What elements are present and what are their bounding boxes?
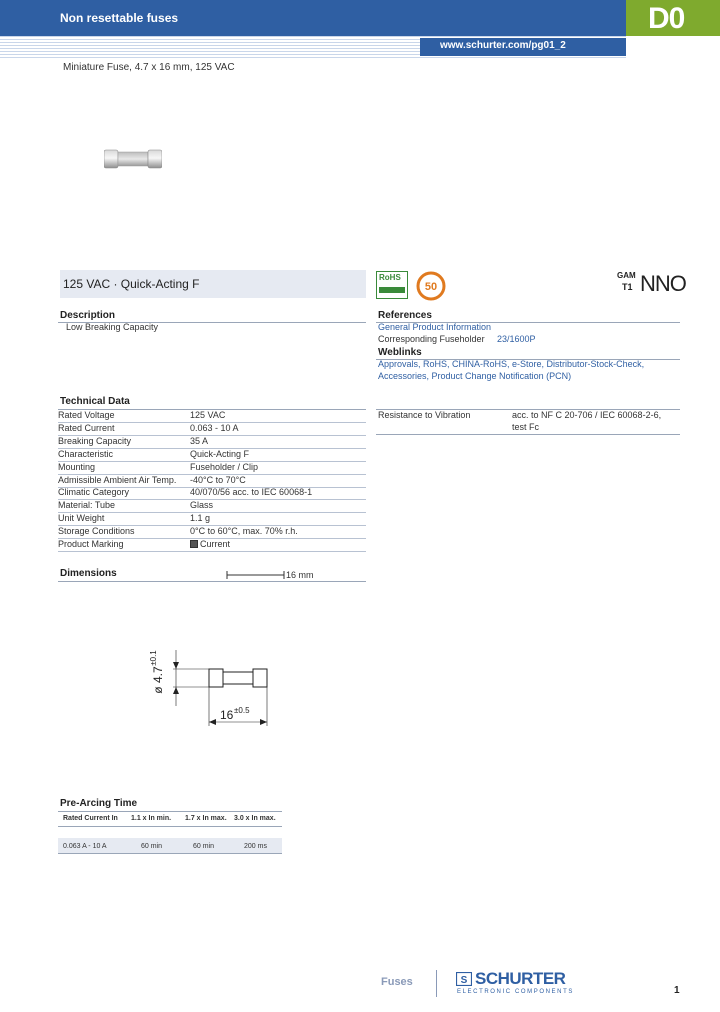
footer-divider	[436, 970, 437, 997]
tech-row-ambient-temp: Admissible Ambient Air Temp. -40°C to 70°C	[58, 475, 366, 488]
svg-text:S: S	[460, 975, 468, 986]
fuseholder-link[interactable]: 23/1600P	[497, 334, 536, 344]
marking-symbol-icon	[190, 540, 198, 548]
header-title: Non resettable fuses	[60, 11, 179, 25]
general-product-info-link[interactable]: General Product Information	[378, 322, 492, 332]
tech-row-storage: Storage Conditions 0°C to 60°C, max. 70% r.h.	[58, 526, 366, 539]
diameter-tolerance: ±0.1	[149, 650, 158, 666]
pre-arcing-header-1-7: 1.7 x In max.	[185, 815, 227, 822]
tech-row-characteristic: Characteristic Quick-Acting F	[58, 449, 366, 462]
product-subtitle: Miniature Fuse, 4.7 x 16 mm, 125 VAC	[63, 62, 235, 73]
pre-arcing-cell-1-1: 60 min	[141, 843, 163, 850]
page-number: 1	[674, 985, 680, 996]
pre-arcing-cell-1-7: 60 min	[193, 843, 215, 850]
dimensions-title: Dimensions	[60, 568, 117, 579]
dimension-drawing	[140, 640, 300, 740]
description-item: Low Breaking Capacity	[66, 322, 159, 332]
tech-row-product-marking: Product Marking Current	[58, 539, 366, 552]
tech-row-rated-current: Rated Current 0.063 - 10 A	[58, 423, 366, 436]
schurter-logo-icon	[456, 972, 472, 986]
header-code: D0	[648, 2, 685, 35]
footer-section: Fuses	[381, 976, 413, 988]
tech-row-mounting: Mounting Fuseholder / Clip	[58, 462, 366, 475]
weblinks-title: Weblinks	[378, 347, 422, 358]
tech-row-rated-voltage: Rated Voltage 125 VAC	[58, 410, 366, 423]
pre-arcing-header-1-1: 1.1 x In min.	[131, 815, 172, 822]
dimensions-rule	[58, 581, 366, 582]
pre-arcing-rule	[58, 811, 282, 812]
vibration-value-1: acc. to NF C 20-706 / IEC 60068-2-6,	[512, 410, 662, 420]
tech-row-breaking-capacity: Breaking Capacity 35 A	[58, 436, 366, 449]
fuse-product-image	[104, 149, 162, 169]
length-label: 16	[220, 708, 234, 722]
pre-arcing-cell-3-0: 200 ms	[244, 843, 267, 850]
weblinks-line-2[interactable]: Accessories, Product Change Notification (PCN)	[378, 371, 572, 381]
pre-arcing-title: Pre-Arcing Time	[60, 798, 138, 809]
scale-bar-label: 16 mm	[286, 570, 314, 580]
vibration-value-2: test Fc	[512, 422, 540, 432]
pre-arcing-header-3-0: 3.0 x In max.	[234, 815, 276, 822]
approval-t1: T1	[622, 282, 633, 292]
length-tolerance: ±0.5	[234, 706, 250, 715]
china-rohs-50-icon	[416, 271, 446, 301]
header-url-link[interactable]: www.schurter.com/pg01_2	[440, 40, 566, 51]
scale-bar-icon	[226, 570, 286, 580]
china-rohs-50-text: 50	[424, 281, 438, 293]
footer-brand: SCHURTER	[475, 969, 566, 988]
fuseholder-label: Corresponding Fuseholder	[378, 334, 485, 344]
diameter-label: ø 4.7	[151, 666, 165, 694]
approval-nno: NNO	[640, 271, 686, 296]
weblinks-line-1[interactable]: Approvals, RoHS, CHINA-RoHS, e-Store, Distributor-Stock-Check,	[378, 359, 645, 369]
pre-arcing-row	[58, 838, 282, 854]
description-title: Description	[60, 310, 116, 321]
pre-arcing-header-row	[58, 813, 282, 827]
pre-arcing-header-current: Rated Current In	[63, 815, 118, 822]
pre-arcing-cell-current: 0.063 A - 10 A	[63, 843, 107, 850]
approval-gam: GAM	[617, 271, 636, 280]
tech-row-climatic-category: Climatic Category 40/070/56 acc. to IEC 60068-1	[58, 487, 366, 500]
rohs-logo-bar	[379, 287, 405, 293]
technical-data-title: Technical Data	[60, 396, 130, 407]
rohs-logo-text: RoHS	[379, 273, 401, 282]
footer-brand-sub: ELECTRONIC COMPONENTS	[457, 989, 574, 995]
tech-row-unit-weight: Unit Weight 1.1 g	[58, 513, 366, 526]
tech-row-material-tube: Material: Tube Glass	[58, 500, 366, 513]
vibration-label: Resistance to Vibration	[378, 410, 471, 420]
references-title: References	[378, 310, 432, 321]
vibration-bottom-rule	[376, 434, 680, 435]
rating-band-text: 125 VAC · Quick-Acting F	[63, 277, 200, 291]
